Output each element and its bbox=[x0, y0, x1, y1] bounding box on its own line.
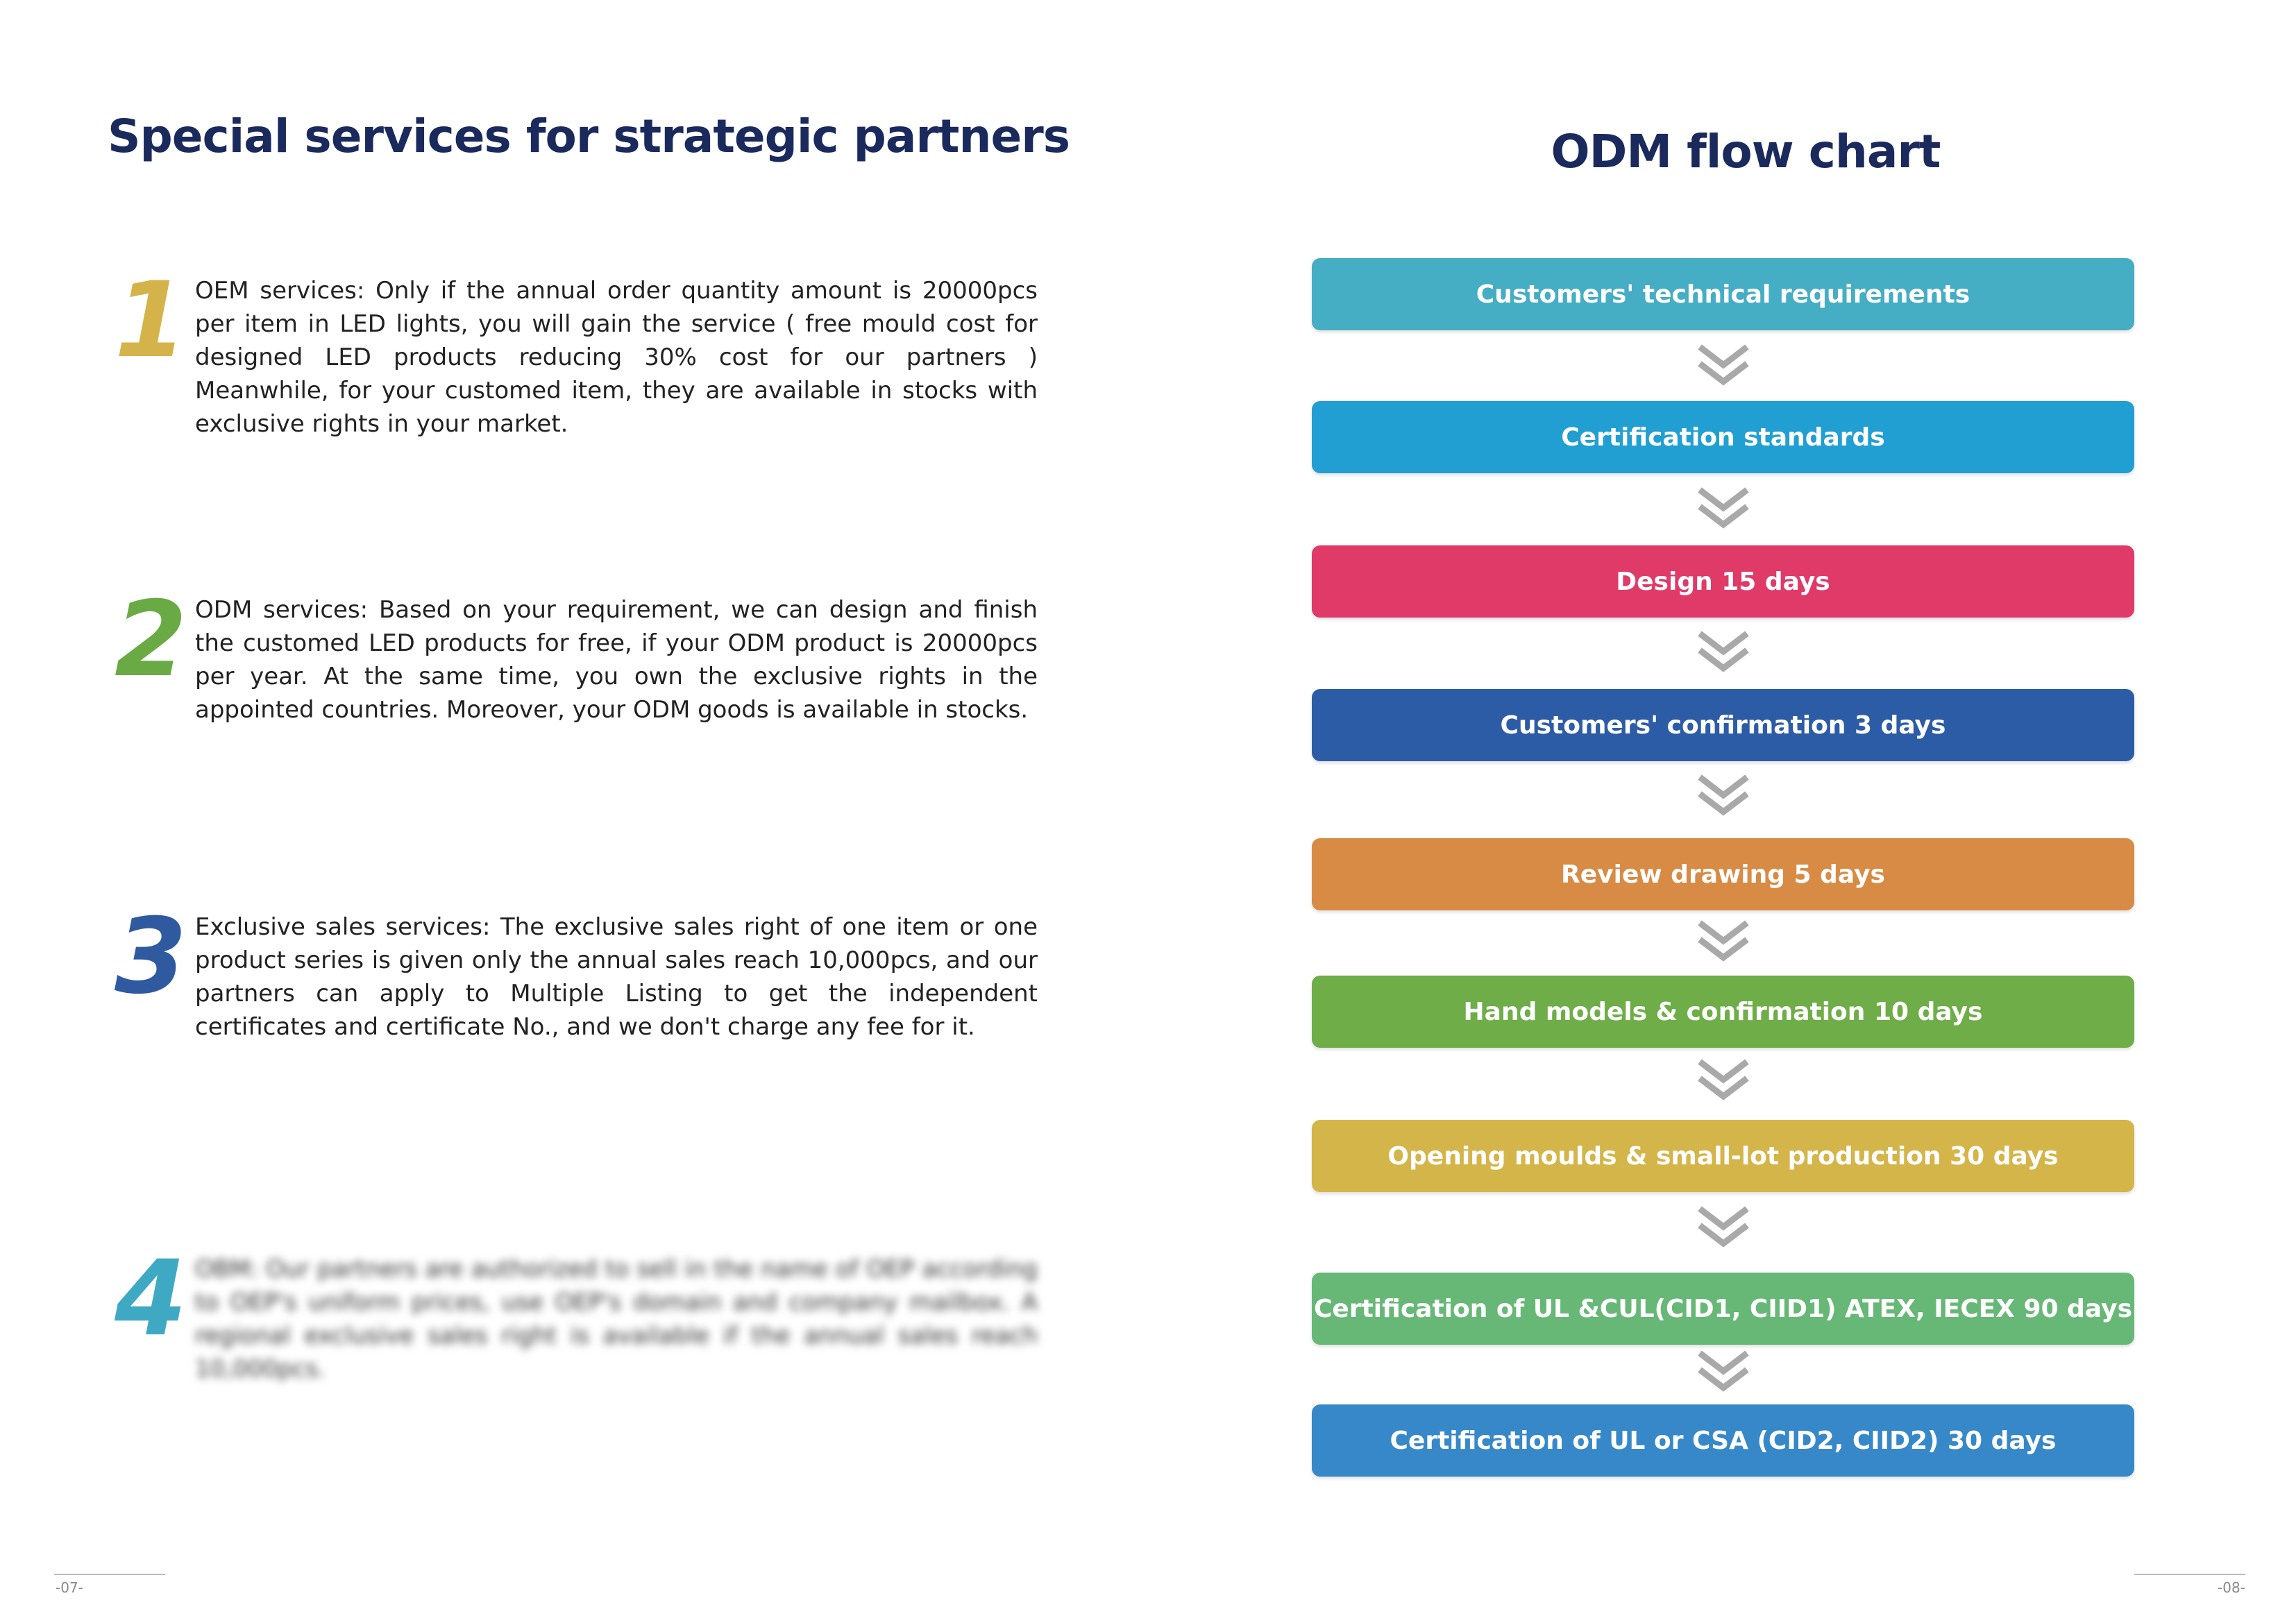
double-chevron-down-icon bbox=[1690, 341, 1757, 390]
page-number-left: -07- bbox=[56, 1579, 83, 1596]
service-description: OEM services: Only if the annual order quantity amount is 20000pcs per item in LED lights, you will gain the service ( free mould cost for designed LED products reducing 30% cost for our partners ) Meanwhile, for your customed item, they are available in stocks with exclusive rights in your market. bbox=[195, 277, 1038, 438]
footer-divider-left bbox=[54, 1574, 165, 1575]
double-chevron-down-icon bbox=[1690, 1203, 1757, 1252]
flow-step-8: Certification of UL &CUL(CID1, CIID1) ATEX, IECEX 90 days bbox=[1312, 1273, 2134, 1345]
flow-chart-title: ODM flow chart bbox=[1551, 125, 1941, 178]
flow-step-2: Certification standards bbox=[1312, 401, 2134, 473]
flow-step-4: Customers' confirmation 3 days bbox=[1312, 689, 2134, 761]
flow-step-1: Customers' technical requirements bbox=[1312, 258, 2134, 330]
double-chevron-down-icon bbox=[1690, 1348, 1757, 1396]
double-chevron-down-icon bbox=[1690, 1056, 1757, 1105]
service-item-odm bbox=[115, 579, 1038, 732]
flow-step-7: Opening moulds & small-lot production 30 days bbox=[1312, 1120, 2134, 1192]
footer-divider-right bbox=[2134, 1574, 2245, 1575]
flow-step-6: Hand models & confirmation 10 days bbox=[1312, 976, 2134, 1048]
service-description: ODM services: Based on your requirement, we can design and finish the customed LED products for free, if your ODM product is 20000pcs per year. At the same time, you own the exclusive rights in the appointed countries. Moreover, your ODM goods is available in stocks. bbox=[195, 596, 1038, 724]
page-number-right: -08- bbox=[2218, 1579, 2245, 1596]
service-item-obm bbox=[115, 1239, 1038, 1391]
service-item-exclusive-sales bbox=[115, 897, 1038, 1049]
service-number-2: 2 bbox=[115, 579, 187, 700]
double-chevron-down-icon bbox=[1690, 917, 1757, 966]
service-description-blurred: OBM: Our partners are authorized to sell in the name of OEP according to OEP's uniform prices, use OEP's domain and company mailbox. A regional exclusive sales right is available if the annual sales reach 10,000pcs. bbox=[195, 1255, 1038, 1383]
double-chevron-down-icon bbox=[1690, 484, 1757, 533]
double-chevron-down-icon bbox=[1690, 772, 1757, 820]
service-item-oem bbox=[115, 260, 1038, 441]
flow-step-5: Review drawing 5 days bbox=[1312, 838, 2134, 910]
service-number-3: 3 bbox=[115, 897, 187, 1017]
flow-step-9: Certification of UL or CSA (CID2, CIID2) 30 days bbox=[1312, 1404, 2134, 1477]
service-number-4: 4 bbox=[115, 1239, 187, 1359]
service-description: Exclusive sales services: The exclusive sales right of one item or one product series is given only the annual sales reach 10,000pcs, and our partners can apply to Multiple Listing to get the independent certificates and certificate No., and we don't charge any fee for it. bbox=[195, 913, 1038, 1041]
double-chevron-down-icon bbox=[1690, 628, 1757, 677]
service-number-1: 1 bbox=[115, 260, 187, 381]
flow-step-3: Design 15 days bbox=[1312, 545, 2134, 618]
page-title-services: Special services for strategic partners bbox=[108, 110, 1070, 163]
